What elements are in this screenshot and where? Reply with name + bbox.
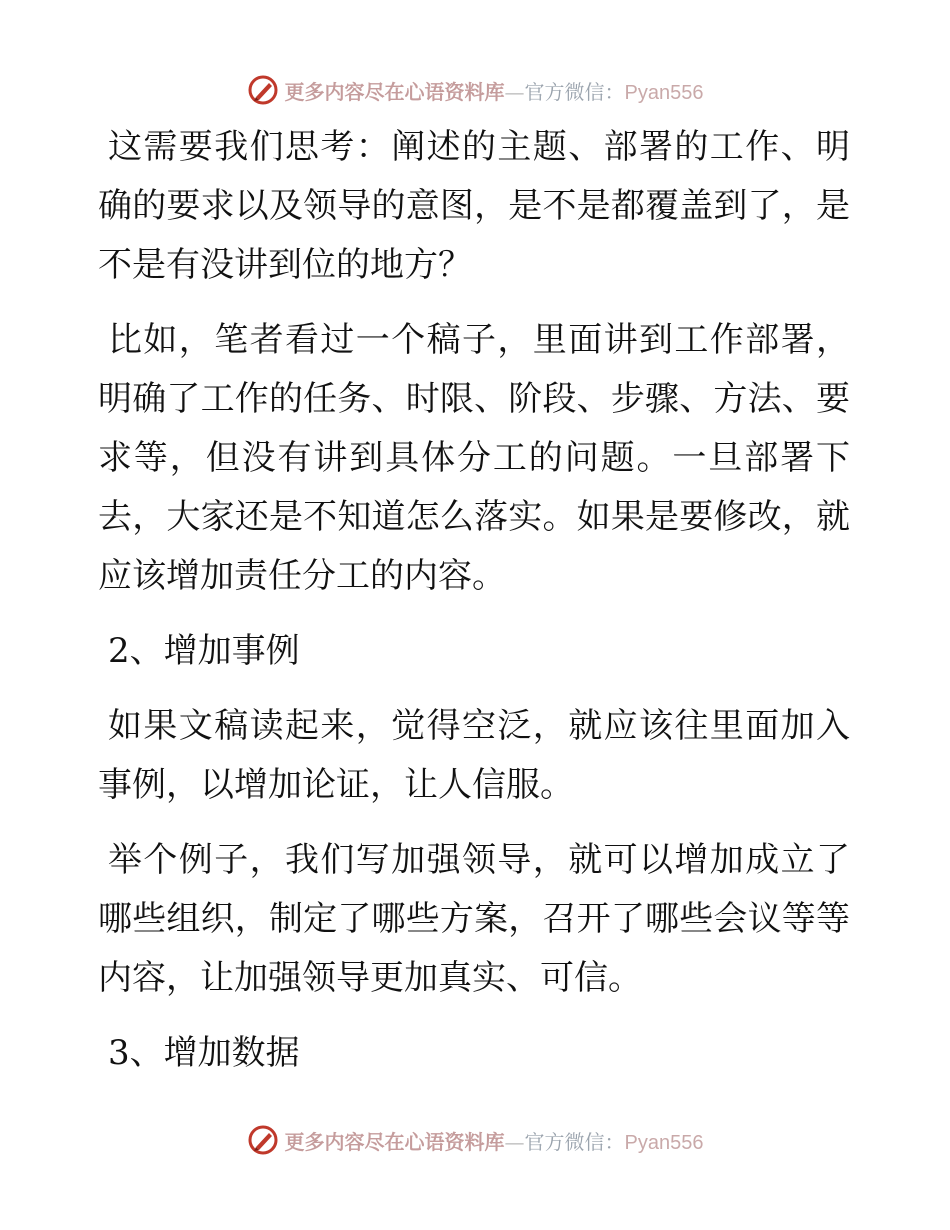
watermark-contact-label: 官方微信： — [524, 79, 625, 104]
watermark-main-text: 更多内容尽在心语资料库 — [284, 79, 505, 104]
watermark-separator: — — [504, 1129, 525, 1154]
header-watermark — [0, 70, 950, 110]
paragraph-3: 如果文稿读起来，觉得空泛，就应该往里面加入事例，以增加论证，让人信服。 — [98, 706, 850, 805]
watermark-contact-label: 官方微信： — [524, 1129, 625, 1154]
section-heading-2: 2、增加事例 — [108, 631, 300, 671]
pen-logo-icon — [247, 74, 279, 106]
footer-watermark — [0, 1120, 950, 1160]
document-body — [98, 118, 850, 1099]
watermark-separator: — — [504, 79, 525, 104]
paragraph-1: 这需要我们思考：阐述的主题、部署的工作、明确的要求以及领导的意图，是不是都覆盖到了，是不是有没讲到位的地方？ — [98, 127, 850, 285]
paragraph-2: 比如，笔者看过一个稿子，里面讲到工作部署，明确了工作的任务、时限、阶段、步骤、方法、要求等，但没有讲到具体分工的问题。一旦部署下去，大家还是不知道怎么落实。如果是要修改，就应该增加责任分工的内容。 — [98, 320, 850, 596]
watermark-main-text: 更多内容尽在心语资料库 — [284, 1129, 505, 1154]
section-heading-3: 3、增加数据 — [108, 1033, 300, 1073]
watermark-wechat-id: Pyan556 — [624, 81, 704, 104]
paragraph-4: 举个例子，我们写加强领导，就可以增加成立了哪些组织，制定了哪些方案，召开了哪些会议等等内容，让加强领导更加真实、可信。 — [98, 840, 850, 998]
pen-logo-icon — [247, 1124, 279, 1156]
watermark-wechat-id: Pyan556 — [624, 1131, 704, 1154]
